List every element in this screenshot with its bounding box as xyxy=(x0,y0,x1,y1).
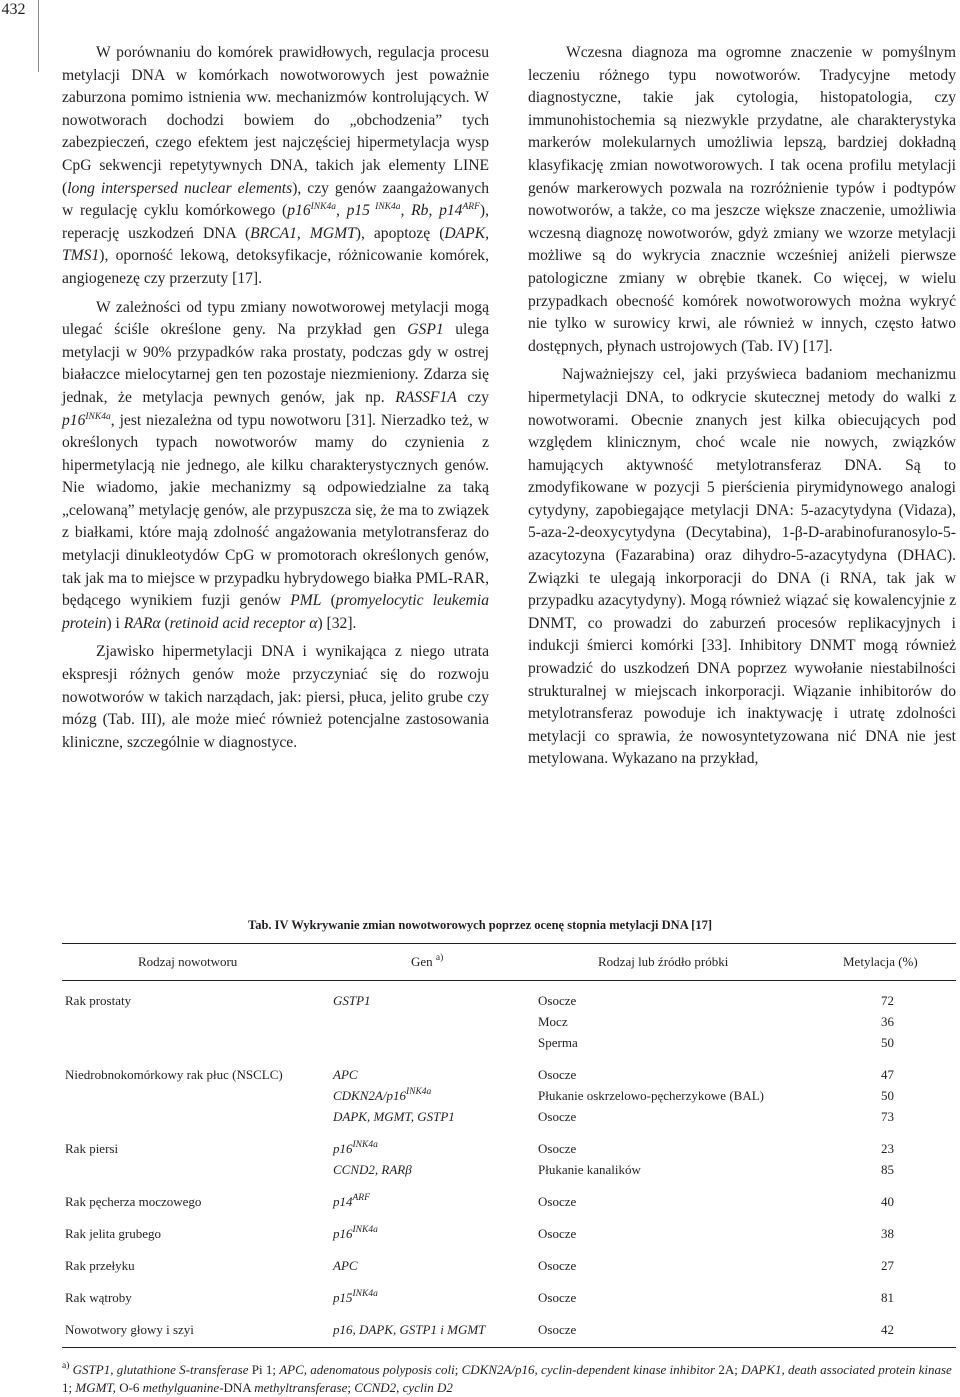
left-paragraph-2: W zależności od typu zmiany nowotworowej metylacji mogą ulegać ściśle określone geny. Na przykład gen GSP1 ulega metylacji w 90% przypadków raka prostaty, podczas gdy w ostrej białaczce mielocytarnej gen ten pozostaje niezmieniony. Zdarza się jednak, że metylacja pewnych genów, jak np. RASSF1A czy $p16^{INK4a}$, jest niezależna od typu nowotworu [31]. Nierzadko też, w określonych typach nowotworów mamy do czynienia z hipermetylacją nie jednego, ale kilku charakterystycznych genów. Nie wiadomo, jakie mechanizmy są odpowiedzialne za taką „celowaną” metylację genów, ale przypuszcza się, że ma to związek z białkami, które mają zdolność angażowania metylotransferaz do metylacji dinukleotydów CpG w promotorach określonych genów, tak jak ma to miejsce w przypadku hybrydowego białka PML-RAR, będącego wynikiem fuzji genów PML (promyelocytic leukemia protein) i RARα (retinoid acid receptor α) [32]. xyxy=(62,298,490,632)
table-cell-gene: $p15^{INK4a}$ xyxy=(333,1289,378,1305)
table-cell-cancer: Niedrobnokomórkowy rak płuc (NSCLC) xyxy=(65,1067,283,1082)
right-text-column xyxy=(528,42,956,777)
header-gene: Gen $^{a)}$ xyxy=(411,953,444,969)
table-cell-methylation: 50 xyxy=(881,1088,894,1103)
table-cell-gene: DAPK, MGMT, GSTP1 xyxy=(333,1109,455,1124)
table-cell-methylation: 73 xyxy=(881,1109,894,1124)
table-cell-cancer: Rak wątroby xyxy=(65,1290,132,1305)
table-cell-sample: Osocze xyxy=(538,1109,577,1124)
table-top-rule xyxy=(62,943,956,944)
table-cell-methylation: 50 xyxy=(881,1035,894,1050)
table-cell-methylation: 47 xyxy=(881,1067,894,1082)
header-methylation: Metylacja (%) xyxy=(843,954,918,969)
table-cell-methylation: 23 xyxy=(881,1141,894,1156)
right-paragraph-1: Wczesna diagnoza ma ogromne znaczenie w pomyślnym leczeniu różnego typu nowotworów. Tradycyjne metody diagnostyczne, takie jak cytologia, histopatologia, czy immunohistochemia są niezwykle przydatne, ale charakterystyka markerów molekularnych umożliwia lepszą, bardziej dokładną klasyfikację zmian nowotworowych. I tak ocena profilu metylacji genów markerowych pozwala na rozróżnienie typów i podtypów nowotworów, a także, co ma jeszcze większe znaczenie, umożliwia wczesną diagnozę nowotworów, gdyż zmiany we wzorze metylacji możliwe są do wykrycia znacznie wcześniej aniżeli pierwsze patologiczne zmiany w obrębie tkanek. Co więcej, w wielu przypadkach obecność komórek nowotworowych można wykryć nie tylko w surowicy krwi, ale również w innych, często łatwo dostępnych, płynach ustrojowych (Tab. IV) [17]. xyxy=(528,44,956,355)
table-cell-gene: p16, DAPK, GSTP1 i MGMT xyxy=(333,1322,486,1337)
table-cell-methylation: 38 xyxy=(881,1226,894,1241)
table-cell-gene: $p16^{INK4a}$ xyxy=(333,1225,378,1241)
table-cell-cancer: Rak przełyku xyxy=(65,1258,135,1273)
table-cell-methylation: 81 xyxy=(881,1290,894,1305)
left-paragraph-1: W porównaniu do komórek prawidłowych, regulacja procesu metylacji DNA w komórkach nowotworowych jest poważnie zaburzona pomimo istnienia ww. mechanizmów kontrolujących. W nowotworach dochodzi bowiem do „obchodzenia” tych zabezpieczeń, czego efektem jest najczęściej hipermetylacja wysp CpG sekwencji repetytywnych DNA, takich jak elementy LINE (long interspersed nuclear elements), czy genów zaangażowanych w regulację cyklu komórkowego ($p16^{INK4a}$, p15 $^{INK4a}$, Rb, $p14^{ARF}$), reperację uszkodzeń DNA (BRCA1, MGMT), apoptozę (DAPK, TMS1), oporność lekową, detoksyfikacje, różnicowanie komórek, angiogenezę czy przerzuty [17]. xyxy=(62,44,490,287)
table-cell-gene: APC xyxy=(333,1067,358,1082)
table-cell-sample: Osocze xyxy=(538,1141,577,1156)
table-cell-sample: Osocze xyxy=(538,993,577,1008)
page-number-divider xyxy=(38,0,39,72)
table-cell-sample: Osocze xyxy=(538,1290,577,1305)
table-header-rule xyxy=(62,980,956,981)
table-cell-sample: Płukanie oskrzelowo-pęcherzykowe (BAL) xyxy=(538,1088,764,1103)
table-cell-sample: Sperma xyxy=(538,1035,578,1050)
table-bottom-rule xyxy=(62,1347,956,1348)
page-number: 432 xyxy=(1,1,26,18)
right-paragraph-2: Najważniejszy cel, jaki przyświeca badaniom mechanizmu hipermetylacji DNA, to odkrycie skutecznej metody do walki z nowotworami. Obecnie znanych jest kilka obiecujących pod względem klinicznym, choć wcale nie nowych, związków hamujących aktywność metylotransferaz DNA. Są to zmodyfikowane w pozycji 5 pierścienia pirymidynowego analogi cytydyny, zapobiegające metylacji DNA: 5-azacytydyna (Vidaza), 5-aza-2-deoxycytydyna (Decytabina), 1-β-D-arabinofuranosylo-5-azacytozyna (Fazarabina) oraz dihydro-5-azacytydyna (DHAC). Związki te ulegają inkorporacji do DNA (i RNA, tak jak w przypadku azacytydyny). Mogą również wiązać się kowalencyjnie z DNMT, co prowadzi do zaburzeń procesów replikacyjnych i indukcji śmierci komórki [33]. Inhibitory DNMT mogą również prowadzić do uszkodzeń DNA poprzez wywołanie niestabilności strukturalnej w miejscach inkorporacji. Wiązanie inhibitorów do metylotransferaz powoduje ich inaktywację i utratę zdolności metylacji co sprawia, że nowosyntetyzowana nić DNA nie jest metylowana. Wykazano na przykład, xyxy=(528,366,956,768)
table-cell-methylation: 72 xyxy=(881,993,894,1008)
header-sample-source: Rodzaj lub źródło próbki xyxy=(598,954,729,969)
table-cell-cancer: Nowotwory głowy i szyi xyxy=(65,1322,194,1337)
table-cell-sample: Osocze xyxy=(538,1067,577,1082)
left-paragraph-3: Zjawisko hipermetylacji DNA i wynikająca z niego utrata ekspresji różnych genów może przyczyniać się do rozwoju nowotworów w takich narządach, jak: piersi, płuca, jelito grube czy mózg (Tab. III), ale może mieć również potencjalne zastosowania kliniczne, szczególnie w diagnostyce. xyxy=(62,643,489,751)
left-text-column xyxy=(62,42,489,760)
table-cell-methylation: 27 xyxy=(881,1258,894,1273)
table-cell-gene: CCND2, RARβ xyxy=(333,1162,412,1177)
table-cell-gene: $p14^{ARF}$ xyxy=(333,1193,370,1209)
table-cell-cancer: Rak piersi xyxy=(65,1141,119,1156)
table-cell-sample: Osocze xyxy=(538,1258,577,1273)
table-cell-cancer: Rak jelita grubego xyxy=(65,1226,162,1241)
table-cell-methylation: 85 xyxy=(881,1162,894,1177)
table-footnote: $^{a)}$ GSTP1, glutathione S-transferase Pi 1; APC, adenomatous polyposis coli; CDKN2A/p16, cyclin-dependent kinase inhibitor 2A; DAPK1, death associated protein kinase 1; MGMT, O-6 methylguanine-DNA methyltransferase; CCND2, cyclin D2 xyxy=(62,1361,952,1395)
table-cell-gene: $p16^{INK4a}$ xyxy=(333,1140,378,1156)
table-cell-methylation: 36 xyxy=(881,1014,894,1029)
table-cell-gene: APC xyxy=(333,1258,358,1273)
table-cell-sample: Płukanie kanalików xyxy=(538,1162,641,1177)
table-cell-methylation: 40 xyxy=(881,1194,894,1209)
header-cancer-type: Rodzaj nowotworu xyxy=(138,954,238,969)
table-cell-cancer: Rak pęcherza moczowego xyxy=(65,1194,202,1209)
table-cell-sample: Osocze xyxy=(538,1322,577,1337)
table-cell-methylation: 42 xyxy=(881,1322,894,1337)
table-cell-cancer: Rak prostaty xyxy=(65,993,132,1008)
table-title: Tab. IV Wykrywanie zmian nowotworowych poprzez ocenę stopnia metylacji DNA [17] xyxy=(248,918,712,932)
table-cell-sample: Osocze xyxy=(538,1194,577,1209)
table-cell-gene: $CDKN2A/p16^{INK4a}$ xyxy=(333,1087,432,1103)
table-cell-sample: Mocz xyxy=(538,1014,568,1029)
table-cell-sample: Osocze xyxy=(538,1226,577,1241)
table-cell-gene: GSTP1 xyxy=(333,993,371,1008)
